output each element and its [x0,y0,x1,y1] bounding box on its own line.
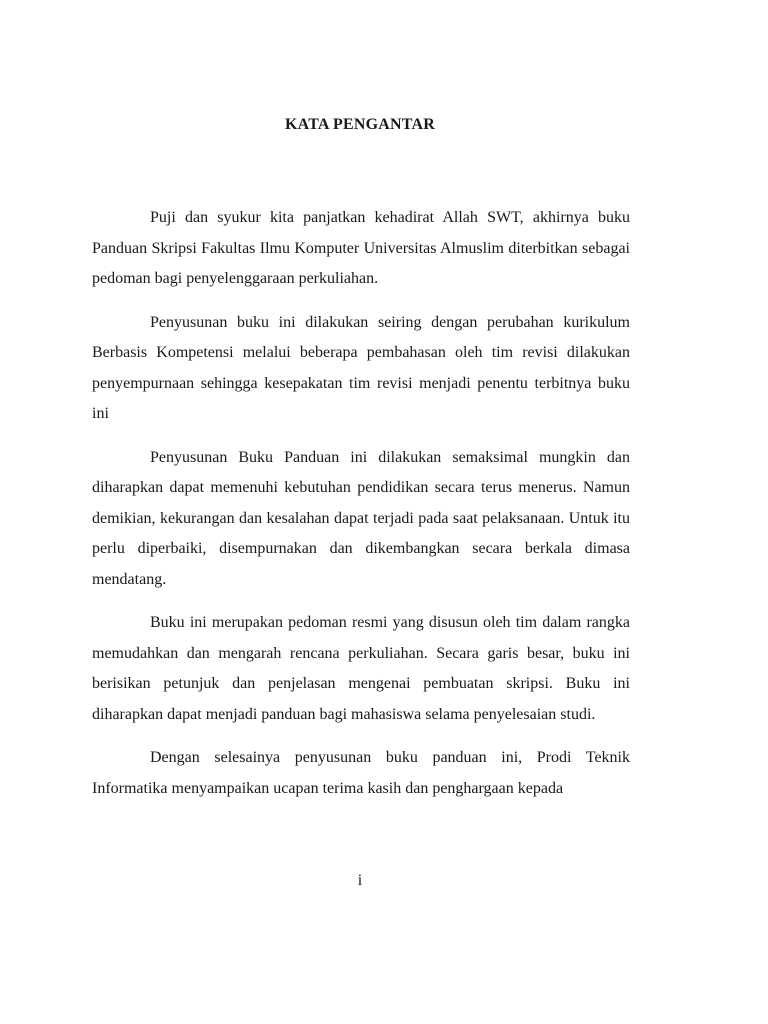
paragraph-2: Penyusunan buku ini dilakukan seiring dengan perubahan kurikulum Berbasis Kompetensi melalui beberapa pembahasan oleh tim revisi dilakukan penyempurnaan sehingga kesepakatan tim revisi menjadi penentu terbitnya buku ini [92,313,630,422]
paragraph-5: Dengan selesainya penyusunan buku panduan ini, Prodi Teknik Informatika menyampaikan ucapan terima kasih dan penghargaan kepada [92,749,630,797]
page-title: KATA PENGANTAR [285,116,435,133]
document-body [92,203,630,817]
paragraph-4: Buku ini merupakan pedoman resmi yang disusun oleh tim dalam rangka memudahkan dan mengarah rencana perkuliahan. Secara garis besar, buku ini berisikan petunjuk dan penjelasan mengenai pembuatan skripsi. Buku ini diharapkan dapat menjadi panduan bagi mahasiswa selama penyelesaian studi. [92,614,630,723]
page-number: i [357,872,363,889]
paragraph-3: Penyusunan Buku Panduan ini dilakukan semaksimal mungkin dan diharapkan dapat memenuhi kebutuhan pendidikan secara terus menerus. Namun demikian, kekurangan dan kesalahan dapat terjadi pada saat pelaksanaan. Untuk itu perlu diperbaiki, disempurnakan dan dikembangkan secara berkala dimasa mendatang. [92,448,630,588]
paragraph-1: Puji dan syukur kita panjatkan kehadirat Allah SWT, akhirnya buku Panduan Skripsi Fakultas Ilmu Komputer Universitas Almuslim diterbitkan sebagai pedoman bagi penyelenggaraan perkuliahan. [92,209,630,287]
